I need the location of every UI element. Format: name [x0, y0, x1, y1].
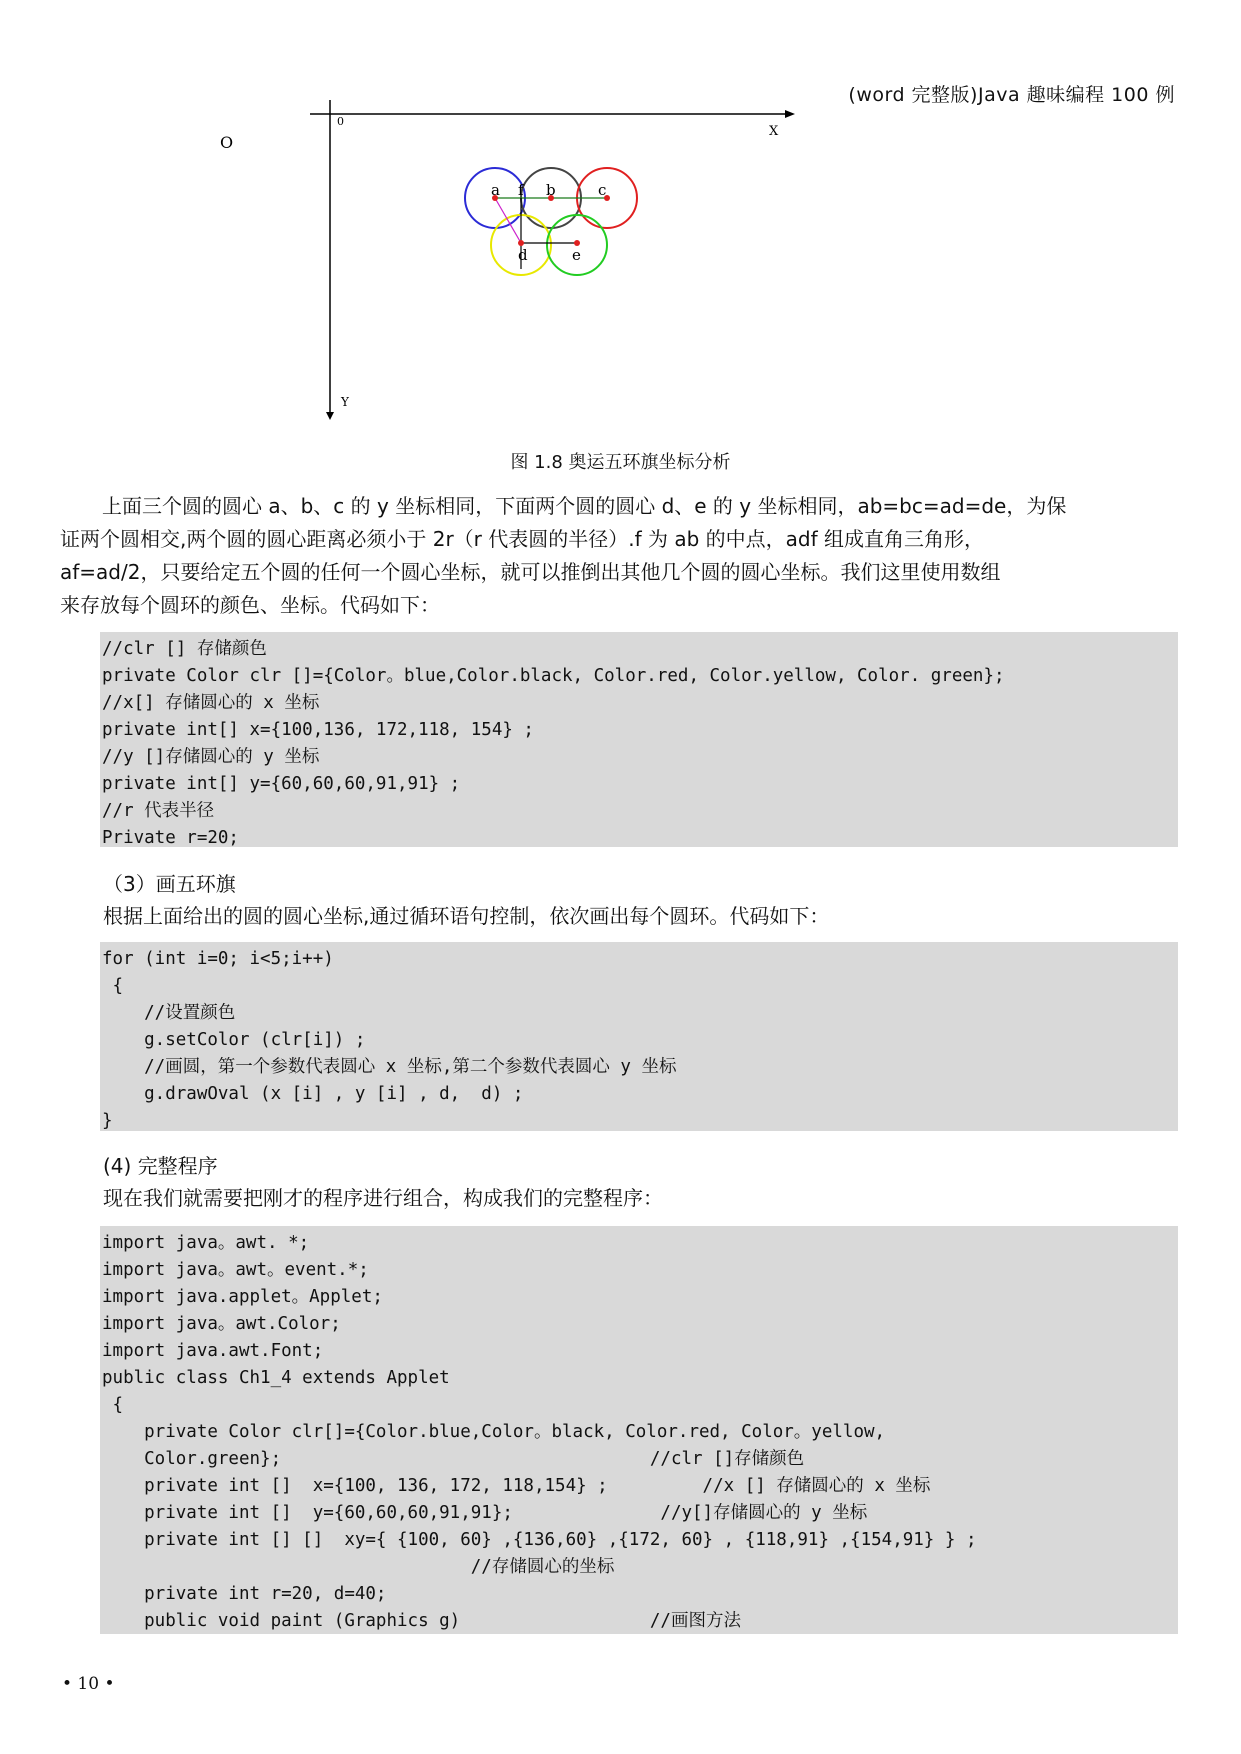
x-axis-label: X	[769, 124, 779, 139]
section-heading-4: (4) 完整程序	[103, 1154, 218, 1178]
code-line: private int r=20, d=40;	[102, 1584, 387, 1604]
page-number: • 10 •	[62, 1674, 115, 1694]
code-line: //y []存储圆心的 y 坐标	[102, 747, 320, 767]
code-line: public void paint (Graphics g) //画图方法	[102, 1611, 741, 1631]
label-b: b	[546, 181, 556, 199]
code-line: import java.applet。Applet;	[102, 1287, 383, 1307]
code-block-loop	[100, 942, 1178, 1131]
paragraph-line: 上面三个圆的圆心 a、b、c 的 y 坐标相同，下面两个圆的圆心 d、e 的 y 坐标相同，ab=bc=ad=de，为保	[102, 494, 1067, 518]
y-axis-arrow	[326, 412, 334, 420]
paragraph-line: af=ad/2，只要给定五个圆的任何一个圆心坐标，就可以推倒出其他几个圆的圆心坐标。我们这里使用数组	[60, 560, 1001, 584]
label-d: d	[518, 246, 528, 264]
code-line: g.drawOval (x [i] , y [i] , d, d) ;	[102, 1084, 524, 1104]
zero-label: 0	[337, 115, 344, 128]
paragraph-line: 来存放每个圆环的颜色、坐标。代码如下：	[60, 593, 440, 617]
origin-label: O	[220, 133, 234, 152]
code-line: private int [] x={100, 136, 172, 118,154} ; //x [] 存储圆心的 x 坐标	[102, 1476, 931, 1496]
page-header: (word 完整版)Java 趣味编程 100 例	[848, 84, 1175, 106]
code-line: //存储圆心的坐标	[102, 1557, 615, 1577]
section-text-4: 现在我们就需要把刚才的程序进行组合，构成我们的完整程序：	[103, 1186, 663, 1210]
figure-caption: 图 1.8 奥运五环旗坐标分析	[510, 452, 731, 473]
code-line: g.setColor (clr[i]) ;	[102, 1030, 366, 1050]
code-line: //x[] 存储圆心的 x 坐标	[102, 693, 320, 713]
code-line: import java。awt. *;	[102, 1233, 310, 1253]
label-f: f	[518, 181, 524, 199]
section-heading-3: （3）画五环旗	[103, 872, 236, 896]
code-line: //设置颜色	[102, 1003, 236, 1023]
section-text-3: 根据上面给出的圆的圆心坐标,通过循环语句控制，依次画出每个圆环。代码如下：	[103, 904, 830, 928]
code-line: private int[] y={60,60,60,91,91} ;	[102, 774, 461, 794]
code-line: //r 代表半径	[102, 801, 215, 821]
code-line: //画圆，第一个参数代表圆心 x 坐标,第二个参数代表圆心 y 坐标	[102, 1057, 677, 1077]
olympic-rings-coordinate-figure	[220, 100, 930, 430]
code-line: Private r=20;	[102, 828, 239, 848]
code-line: for (int i=0; i<5;i++)	[102, 949, 334, 969]
code-line: import java.awt.Font;	[102, 1341, 324, 1361]
code-line: Color.green}; //clr []存储颜色	[102, 1449, 805, 1469]
code-line: import java。awt。event.*;	[102, 1260, 369, 1280]
code-line: //clr [] 存储颜色	[102, 639, 267, 659]
line-ad	[495, 198, 521, 243]
code-line: }	[102, 1111, 113, 1131]
label-c: c	[598, 181, 607, 199]
body-paragraph	[60, 490, 1186, 622]
code-line: private int [] y={60,60,60,91,91}; //y[]存储圆心的 y 坐标	[102, 1503, 868, 1523]
code-line: public class Ch1_4 extends Applet	[102, 1368, 450, 1388]
code-line: private Color clr[]={Color.blue,Color。black, Color.red, Color。yellow,	[102, 1422, 886, 1442]
code-line: private Color clr []={Color。blue,Color.black, Color.red, Color.yellow, Color. green};	[102, 666, 1005, 686]
y-axis-label: Y	[341, 395, 349, 409]
code-line: private int[] x={100,136, 172,118, 154} ;	[102, 720, 534, 740]
code-line: {	[102, 1395, 124, 1415]
label-a: a	[491, 181, 500, 199]
x-axis-arrow	[785, 110, 795, 118]
code-line: import java。awt.Color;	[102, 1314, 341, 1334]
code-block-full-program	[100, 1226, 1178, 1634]
code-line: private int [] [] xy={ {100, 60} ,{136,60} ,{172, 60} , {118,91} ,{154,91} } ;	[102, 1530, 977, 1550]
paragraph-line: 证两个圆相交,两个圆的圆心距离必须小于 2r（r 代表圆的半径）.f 为 ab 的中点，adf 组成直角三角形，	[60, 527, 985, 551]
code-block-arrays	[100, 632, 1178, 847]
label-e: e	[572, 246, 581, 264]
code-line: {	[102, 976, 124, 996]
